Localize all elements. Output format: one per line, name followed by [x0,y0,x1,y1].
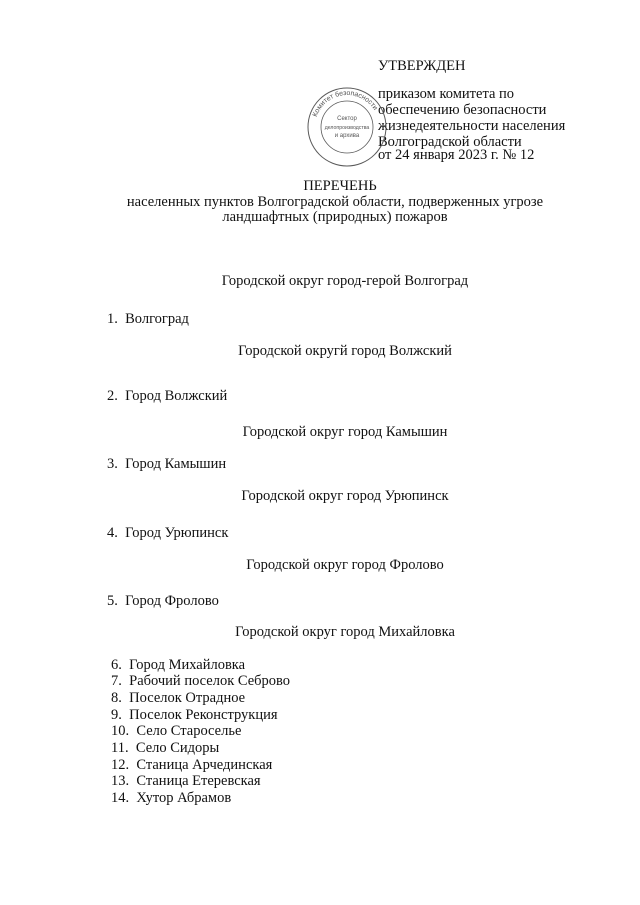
list-item: 2. Город Волжский [107,388,228,404]
approval-line: приказом комитета по [378,86,515,102]
list-item: 11. Село Сидоры [111,740,220,756]
official-stamp [306,86,388,168]
list-item: 9. Поселок Реконструкция [111,707,278,723]
approval-date-line: от 24 января 2023 г. № 12 [378,147,535,163]
document-title: ПЕРЕЧЕНЬ [303,178,377,194]
list-item: 10. Село Староселье [111,723,242,739]
list-item: 13. Станица Етеревская [111,773,261,789]
list-item: 12. Станица Арчединская [111,757,273,773]
list-item: 6. Город Михайловка [111,657,246,673]
section-header: Городской округ город Урюпинск [241,488,449,504]
section-header: Городской округ город Михайловка [235,624,455,640]
approval-line: обеспечению безопасности [378,102,547,118]
list-item: 7. Рабочий поселок Себрово [111,673,291,689]
stamp-ring-text: Комитет безопасности [311,89,379,118]
section-header: Городской округй город Волжский [238,343,452,359]
list-item: 14. Хутор Абрамов [111,790,232,806]
approval-line: жизнедеятельности населения [378,118,566,134]
section-header: Городской округ город Камышин [242,424,448,440]
document-subtitle: населенных пунктов Волгоградской области, подверженных угрозе [126,194,544,210]
list-item: 3. Город Камышин [107,456,227,472]
document-subtitle: ландшафтных (природных) пожаров [222,209,448,225]
section-header: Городской округ город Фролово [246,557,444,573]
approval-line: Волгоградской области [378,134,522,150]
section-header: Городской округ город-герой Волгоград [221,273,469,289]
list-item: 8. Поселок Отрадное [111,690,246,706]
stamp-center-line: и архива [334,133,360,139]
approval-title: УТВЕРЖДЕН [378,58,466,74]
stamp-center-line: Сектор [337,116,357,122]
list-item: 1. Волгоград [107,311,189,327]
stamp-center-line: делопроизводства [324,125,370,131]
list-item: 4. Город Урюпинск [107,525,229,541]
list-item: 5. Город Фролово [107,593,219,609]
